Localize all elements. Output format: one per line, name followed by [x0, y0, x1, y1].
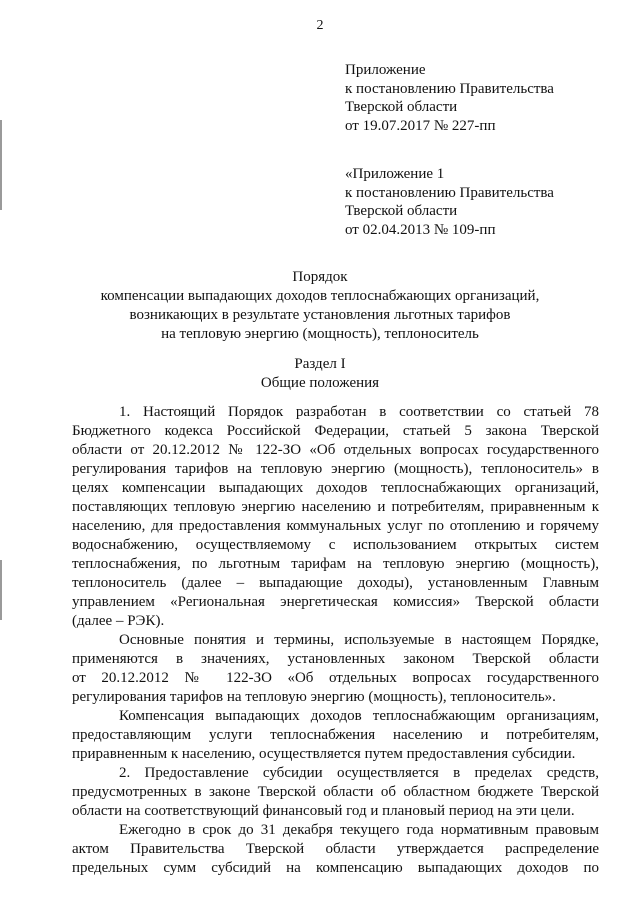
page-number: 2 [316, 18, 324, 33]
text-line: водоснабжению, осуществляемому с использованием открытых систем [72, 537, 599, 553]
text-line: предусмотренных в законе Тверской области об областном бюджете Тверской [72, 784, 599, 800]
text-line: актом Правительства Тверской области утверждается распределение [72, 841, 599, 857]
previous-appendix-header [345, 165, 554, 239]
text-line: 2. Предоставление субсидии осуществляется в пределах средств, [119, 765, 599, 781]
appendix-line: Приложение [345, 62, 426, 78]
text-line: целях компенсации выпадающих доходов теплоснабжающих организаций, [72, 480, 599, 496]
text-line: области на соответствующий финансовый год и плановый период на эти цели. [72, 803, 575, 819]
appendix-header [345, 61, 554, 135]
section-name: Общие положения [260, 375, 380, 391]
appendix-line: от 19.07.2017 № 227-пп [345, 117, 496, 134]
text-line: поставляющих тепловую энергию населению и потребителям, приравненным к [72, 499, 599, 515]
paragraph [72, 707, 599, 764]
text-line: предельных сумм субсидий на компенсацию выпадающих доходов по [72, 860, 599, 876]
document-title [0, 268, 640, 344]
title-line: компенсации выпадающих доходов теплоснабжающих организаций, [100, 288, 540, 304]
section-number: Раздел I [294, 356, 346, 372]
text-line: населению, для предоставления коммунальных услуг по отоплению и горячему [72, 518, 599, 534]
paragraph [72, 821, 599, 878]
document-body [72, 403, 599, 878]
paragraph [72, 764, 599, 821]
text-line: (далее – РЭК). [72, 613, 165, 629]
title-line: Порядок [292, 269, 348, 285]
text-line: теплоноситель (далее – выпадающие доходы), установленным Главным [72, 575, 599, 591]
scan-edge-mark [0, 120, 2, 210]
text-line: регулирования тарифов на тепловую энергию (мощность), теплоноситель» в [72, 461, 599, 477]
text-line: Компенсация выпадающих доходов теплоснабжающим организациям, [119, 708, 599, 724]
text-line: теплоснабжения, по льготным тарифам на тепловую энергию (мощность), [72, 556, 599, 572]
text-line: приравненным к населению, осуществляется путем предоставления субсидии. [72, 746, 576, 762]
text-line: Бюджетного кодекса Российской Федерации, статьей 5 закона Тверской [72, 423, 599, 439]
section-heading [0, 355, 640, 393]
text-line: предоставляющим услуги теплоснабжения населению и потребителям, [72, 727, 599, 743]
paragraph [72, 631, 599, 707]
text-line: Основные понятия и термины, используемые в настоящем Порядке, [119, 632, 599, 648]
appendix-line: к постановлению Правительства [345, 80, 554, 97]
text-line: регулирования тарифов на тепловую энергию (мощность), теплоноситель». [72, 689, 556, 705]
appendix-line: Тверской области [345, 203, 458, 219]
text-line: от 20.12.2012 № 122-ЗО «Об отдельных вопросах государственного [72, 670, 599, 686]
title-line: возникающих в результате установления льготных тарифов [129, 307, 511, 323]
text-line: применяются в значениях, установленных законом Тверской области [72, 651, 599, 667]
paragraph [72, 403, 599, 631]
text-line: управлением «Региональная энергетическая комиссия» Тверской области [72, 594, 599, 610]
scan-edge-mark [0, 560, 2, 620]
appendix-line: «Приложение 1 [345, 166, 445, 182]
title-line: на тепловую энергию (мощность), теплоноситель [161, 326, 479, 342]
appendix-line: от 02.04.2013 № 109-пп [345, 221, 496, 238]
appendix-line: к постановлению Правительства [345, 184, 554, 201]
appendix-line: Тверской области [345, 99, 458, 115]
text-line: Ежегодно в срок до 31 декабря текущего года нормативным правовым [119, 822, 599, 838]
text-line: 1. Настоящий Порядок разработан в соответствии со статьей 78 [119, 404, 599, 420]
text-line: области от 20.12.2012 № 122-ЗО «Об отдельных вопросах государственного [72, 442, 599, 458]
